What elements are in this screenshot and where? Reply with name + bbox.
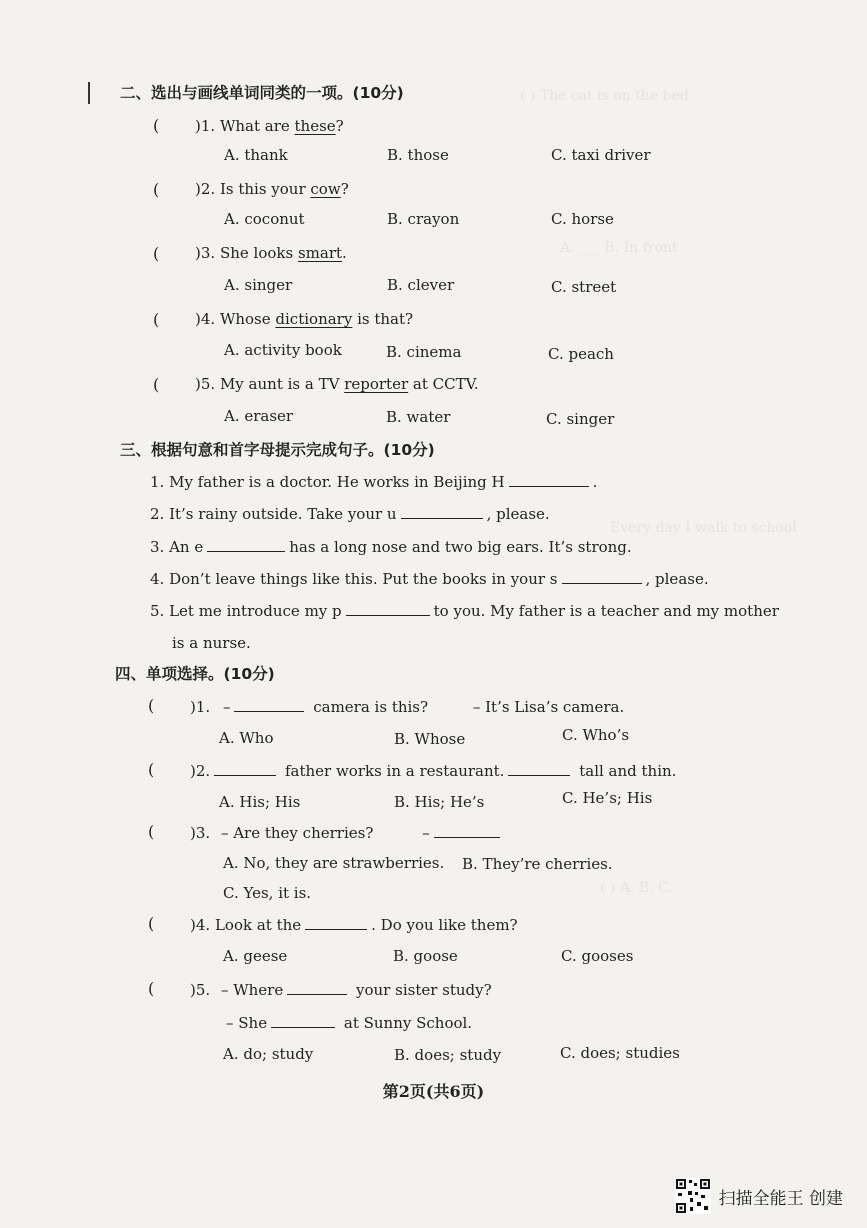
answer-blank[interactable] (234, 697, 304, 712)
option-c: C. Yes, it is. (223, 884, 312, 902)
question-4-2: )2. father works in a restaurant. tall and thin. (190, 762, 677, 780)
question-4-5: )5. – Where your sister study? (190, 981, 492, 999)
answer-blank[interactable] (562, 569, 642, 584)
underlined-word: these (294, 117, 336, 135)
bleed-through: ( ) A. B. C. (600, 880, 673, 896)
bleed-through: ( ) The cat is on the bed (520, 88, 689, 104)
answer-blank[interactable] (509, 472, 589, 487)
option-a: A. His; His (219, 793, 301, 811)
answer-blank[interactable] (401, 504, 483, 519)
answer-blank[interactable] (207, 537, 285, 552)
question-3-1: 1. My father is a doctor. He works in Beijing H . (150, 473, 598, 491)
answer-paren: ( (148, 822, 155, 841)
question-3-5: 5. Let me introduce my p to you. My father is a teacher and my mother (150, 602, 779, 620)
answer-paren: ( (153, 310, 160, 329)
option-b: B. water (386, 408, 451, 426)
answer-blank[interactable] (214, 761, 276, 776)
question-2-3: )3. She looks smart. (195, 244, 347, 262)
option-a: A. singer (224, 276, 293, 294)
question-2-5: )5. My aunt is a TV reporter at CCTV. (195, 375, 479, 393)
question-4-3: )3. – Are they cherries? – (190, 823, 504, 843)
option-c: C. horse (551, 210, 614, 228)
answer-blank[interactable] (508, 761, 570, 776)
question-4-1: )1. – camera is this? – It’s Lisa’s camera. (190, 698, 625, 716)
answer-paren: ( (148, 914, 155, 933)
answer-blank[interactable] (271, 1013, 335, 1028)
option-b: B. does; study (394, 1046, 502, 1064)
option-a: A. coconut (224, 210, 305, 228)
answer-blank[interactable] (346, 601, 430, 616)
answer-paren: ( (153, 375, 160, 394)
question-3-2: 2. It’s rainy outside. Take your u , please. (150, 505, 550, 523)
option-c: C. peach (548, 345, 614, 363)
option-c: C. He’s; His (562, 789, 653, 807)
answer-blank[interactable] (434, 823, 500, 838)
question-2-2: )2. Is this your cow? (195, 180, 349, 198)
section-4-title: 四、单项选择。(10分) (115, 665, 275, 683)
option-a: A. do; study (223, 1045, 314, 1063)
question-2-4: )4. Whose dictionary is that? (195, 310, 414, 328)
option-b: B. They’re cherries. (462, 855, 613, 873)
question-3-3: 3. An e has a long nose and two big ears. It’s strong. (150, 538, 632, 556)
option-a: A. activity book (224, 341, 342, 359)
option-c: C. does; studies (560, 1044, 680, 1062)
answer-paren: ( (148, 760, 155, 779)
question-2-1: )1. What are these? (195, 117, 344, 135)
page-number: 第2页(共6页) (382, 1082, 485, 1101)
question-4-5-answer: – She at Sunny School. (226, 1014, 473, 1032)
answer-paren: ( (153, 116, 160, 135)
answer-paren: ( (148, 696, 155, 715)
option-c: C. street (551, 278, 617, 296)
option-c: C. Who’s (562, 726, 630, 744)
underlined-word: reporter (344, 375, 409, 393)
option-b: B. cinema (386, 343, 462, 361)
option-a: A. thank (224, 146, 288, 164)
question-4-4: )4. Look at the . Do you like them? (190, 916, 518, 934)
answer-paren: ( (153, 180, 160, 199)
underlined-word: cow (310, 180, 341, 198)
option-a: A. eraser (224, 407, 294, 425)
bleed-through: Every day I walk to school (610, 520, 797, 536)
question-3-4: 4. Don’t leave things like this. Put the books in your s , please. (150, 570, 709, 588)
section-2-title: 二、选出与画线单词同类的一项。(10分) (120, 84, 404, 102)
option-a: A. Who (219, 729, 274, 747)
option-a: A. geese (223, 947, 288, 965)
option-b: B. clever (387, 276, 455, 294)
option-c: C. taxi driver (551, 146, 651, 164)
watermark-text: 扫描全能王 创建 (718, 1188, 843, 1209)
section-3-title: 三、根据句意和首字母提示完成句子。(10分) (120, 441, 435, 459)
margin-mark (88, 82, 90, 104)
answer-paren: ( (148, 979, 155, 998)
option-b: B. those (387, 146, 449, 164)
option-b: B. crayon (387, 210, 460, 228)
option-a: A. No, they are strawberries. (223, 854, 445, 872)
bleed-through: A. ___ B. In front (560, 240, 678, 256)
answer-blank[interactable] (287, 980, 347, 995)
scanner-watermark (675, 1178, 843, 1214)
option-c: C. singer (546, 410, 615, 428)
option-c: C. gooses (561, 947, 634, 965)
qr-code-icon (675, 1178, 711, 1214)
answer-paren: ( (153, 244, 160, 263)
underlined-word: smart (297, 244, 343, 262)
option-b: B. goose (393, 947, 458, 965)
option-b: B. Whose (394, 730, 466, 748)
question-3-5-cont: is a nurse. (172, 634, 251, 652)
underlined-word: dictionary (275, 310, 353, 328)
option-b: B. His; He’s (394, 793, 485, 811)
answer-blank[interactable] (305, 915, 367, 930)
